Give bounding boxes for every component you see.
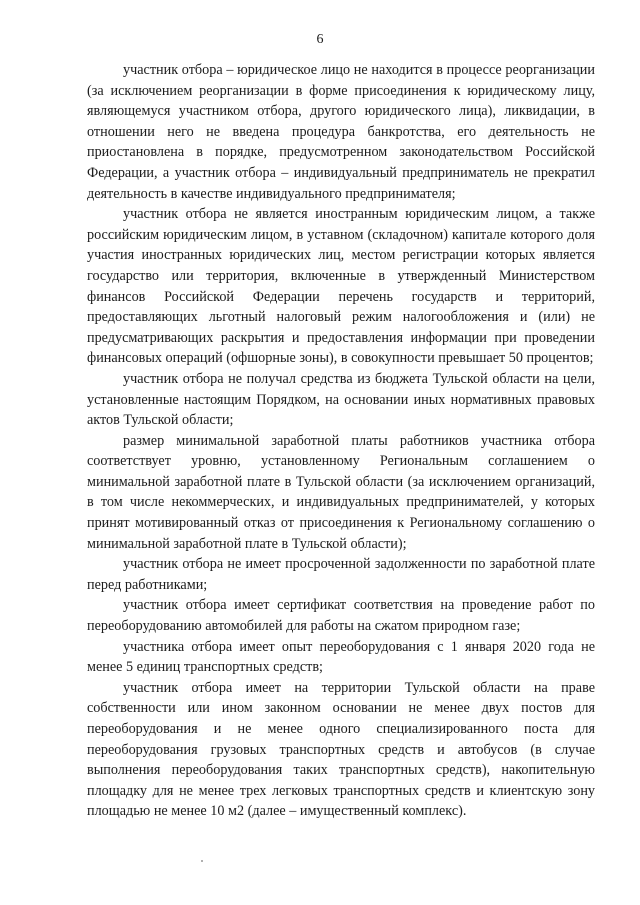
page-number: 6 [316, 32, 324, 47]
paragraph-not-reorganized: участник отбора – юридическое лицо не находится в процессе реорганизации (за исключением реорганизации в форме присоединения к юридическому лицу, являющемуся участником отбора, другого юридического лица), ликвидации, в отношении него не введена процедура банкротства, его деятельность не приостановлена в порядке, предусмотренном законодательством Российской Федерации, а участник отбора – индивидуальный предприниматель не прекратил деятельность в качестве индивидуального предпринимателя; [87, 62, 595, 202]
paragraph-no-other-budget-funds: участник отбора не получал средства из бюджета Тульской области на цели, установленные настоящим Порядком, на основании иных нормативных правовых актов Тульской области; [87, 370, 595, 429]
paragraph-conversion-experience: участника отбора имеет опыт переоборудования с 1 января 2020 года не менее 5 единиц транспортных средств; [87, 638, 595, 676]
paragraph-minimum-wage: размер минимальной заработной платы работников участника отбора соответствует уровню, установленному Региональным соглашением о минимальной заработной плате в Тульской области (за исключением организаций, в том числе некоммерческих, и индивидуальных предпринимателей, у которых принят мотивированный отказ от присоединения к Региональному соглашению о минимальной заработной плате в Тульской области); [87, 432, 595, 552]
paragraph-no-wage-arrears: участник отбора не имеет просроченной задолженности по заработной плате перед работниками; [87, 556, 595, 593]
scan-speck [201, 860, 203, 862]
document-body [87, 60, 595, 822]
paragraph-not-foreign-entity: участник отбора не является иностранным юридическим лицом, а также российским юридическим лицом, в уставном (складочном) капитале которого доля участия иностранных юридических лиц, местом регистрации которых является государство или территория, включенные в утвержденный Министерством финансов Российской Федерации перечень государств и территорий, предоставляющих льготный налоговый режим налогообложения и (или) не предусматривающих раскрытия и предоставления информации при проведении финансовых операций (офшорные зоны), в совокупности превышает 50 процентов; [87, 206, 595, 367]
paragraph-conformity-certificate: участник отбора имеет сертификат соответствия на проведение работ по переоборудованию автомобилей для работы на сжатом природном газе; [87, 597, 595, 635]
paragraph-property-complex: участник отбора имеет на территории Тульской области на праве собственности или ином законном основании не менее двух постов для переоборудования и не менее одного специализированного поста для переоборудования грузовых транспортных средств и автобусов (в случае выполнения переоборудования таких транспортных средств), накопительную площадку для не менее трех легковых транспортных средств и клиентскую зону площадью не менее 10 м2 (далее – имущественный комплекс). [87, 679, 595, 820]
